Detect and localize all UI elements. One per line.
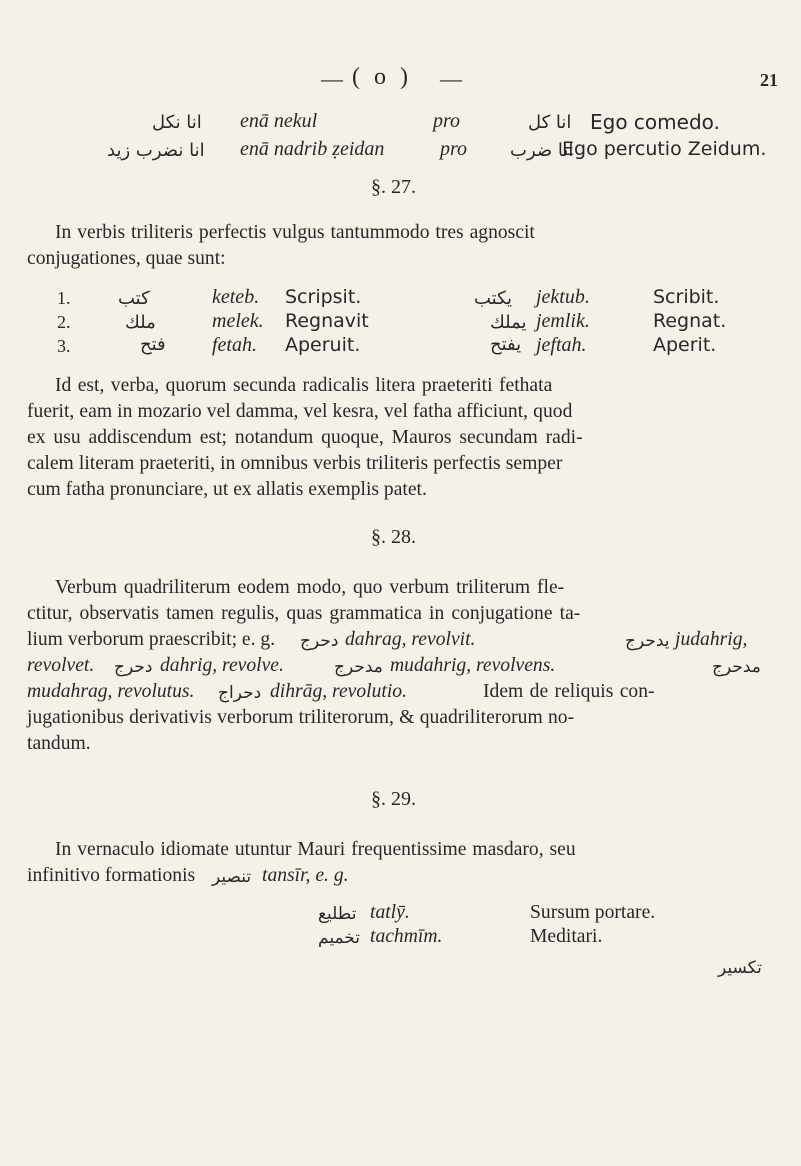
translit-perfect: melek. xyxy=(212,310,264,332)
masdar-translit: tachmīm. xyxy=(370,926,443,947)
example-2-pro: pro xyxy=(440,138,468,160)
section-28-arabic-mudahrag: مدحرج xyxy=(712,657,761,677)
latin-imperfect: Regnat. xyxy=(653,310,727,332)
arabic-imperfect: يكتب xyxy=(474,288,513,309)
translit-perfect: keteb. xyxy=(212,286,260,308)
section-28-line-1: Verbum quadriliterum eodem modo, quo verbum triliterum fle- xyxy=(55,577,565,598)
section-29-line-2a: infinitivo formationis xyxy=(27,865,196,886)
row-number: 2. xyxy=(57,312,71,332)
section-28-line-5c: Idem de reliquis con- xyxy=(483,681,655,702)
page-number: 21 xyxy=(760,70,778,90)
section-28-heading: §. 28. xyxy=(371,526,416,548)
translit-imperfect: jeftah. xyxy=(536,334,587,356)
section-28-line-5b: dihrāg, revolutio. xyxy=(270,681,407,702)
catchword: تكسير xyxy=(718,958,762,978)
latin-imperfect: Aperit. xyxy=(653,334,717,356)
masdar-arabic: تطليع xyxy=(318,904,357,924)
section-28-line-7: tandum. xyxy=(27,733,91,754)
section-29-line-2b: tansīr, e. g. xyxy=(262,865,349,886)
section-28-line-3c: judahrig, xyxy=(675,629,748,650)
section-28-arabic-dahrig: دحرج xyxy=(114,657,153,677)
section-28-line-3a: lium verborum praescribit; e. g. xyxy=(27,629,276,650)
section-28-arabic-mudahrig: مدحرج xyxy=(334,657,383,677)
example-2-translit: enā nadrib ẓeidan xyxy=(240,138,385,160)
masdar-translit: tatlȳ. xyxy=(370,902,410,923)
section-29-heading: §. 29. xyxy=(371,788,416,810)
paragraph-line: cum fatha pronunciare, ut ex allatis exemplis patet. xyxy=(27,479,427,500)
arabic-perfect: ملك xyxy=(125,312,156,333)
row-number: 3. xyxy=(57,336,71,356)
paragraph-line: fuerit, eam in mozario vel damma, vel kesra, vel fatha afficiunt, quod xyxy=(27,401,573,422)
section-28-arabic-judahrig: يدحرج xyxy=(625,631,670,651)
example-1-latin: Ego comedo. xyxy=(590,110,720,134)
arabic-imperfect: يفتح xyxy=(490,334,522,355)
section-27-intro-line-1: In verbis triliteris perfectis vulgus tantummodo tres agnoscit xyxy=(55,222,535,243)
latin-perfect: Regnavit xyxy=(285,310,369,332)
section-28-arabic-dihrag: دحراج xyxy=(218,683,262,703)
masdar-latin: Sursum portare. xyxy=(530,902,656,923)
arabic-perfect: كتب xyxy=(118,288,150,309)
example-1-arabic-left: انا نكل xyxy=(152,112,202,133)
latin-perfect: Aperuit. xyxy=(285,334,361,356)
section-28-line-2: ctitur, observatis tamen regulis, quas grammatica in conjugatione ta- xyxy=(27,603,581,624)
section-27-intro-line-2: conjugationes, quae sunt: xyxy=(27,248,226,269)
section-29-line-1: In vernaculo idiomate utuntur Mauri frequentissime masdaro, seu xyxy=(55,839,576,860)
example-1-arabic-right: انا كل xyxy=(528,112,572,133)
section-29-arabic-tansir: تنصير xyxy=(212,867,252,887)
latin-imperfect: Scribit. xyxy=(653,286,720,308)
example-2-arabic-left: انا نضرب زيد xyxy=(107,140,205,161)
section-28-arabic-dahrag: دحرج xyxy=(300,631,339,651)
header-dash-left: — xyxy=(321,66,343,91)
row-number: 1. xyxy=(57,288,71,308)
paragraph-line: calem literam praeteriti, in omnibus verbis triliteris perfectis semper xyxy=(27,453,563,474)
latin-perfect: Scripsit. xyxy=(285,286,362,308)
section-27-heading: §. 27. xyxy=(371,176,416,198)
section-28-line-4c: mudahrig, revolvens. xyxy=(390,655,556,676)
arabic-imperfect: يملك xyxy=(490,312,527,333)
example-2-arabic-right: انا ضرب xyxy=(510,140,574,161)
section-28-line-5a: mudahrag, revolutus. xyxy=(27,681,195,702)
masdar-latin: Meditari. xyxy=(530,926,603,947)
section-28-line-3b: dahrag, revolvit. xyxy=(345,629,476,650)
translit-perfect: fetah. xyxy=(212,334,257,356)
section-28-line-6: jugationibus derivativis verborum triliterorum, & quadriliterorum no- xyxy=(27,707,575,728)
example-2-latin: Ego percutio Zeidum. xyxy=(562,138,767,160)
masdar-arabic: تخميم xyxy=(318,928,360,948)
example-1-translit: enā nekul xyxy=(240,110,318,132)
translit-imperfect: jektub. xyxy=(536,286,590,308)
section-28-line-4a: revolvet. xyxy=(27,655,95,676)
header-folio: ( o ) xyxy=(352,64,412,90)
paragraph-line: ex usu addiscendum est; notandum quoque, Mauros secundam radi- xyxy=(27,427,583,448)
translit-imperfect: jemlik. xyxy=(536,310,590,332)
header-dash-right: — xyxy=(440,66,462,91)
arabic-perfect: فتح xyxy=(140,334,166,355)
paragraph-line: Id est, verba, quorum secunda radicalis litera praeteriti fethata xyxy=(55,375,553,396)
example-1-pro: pro xyxy=(433,110,461,132)
section-28-line-4b: dahrig, revolve. xyxy=(160,655,284,676)
